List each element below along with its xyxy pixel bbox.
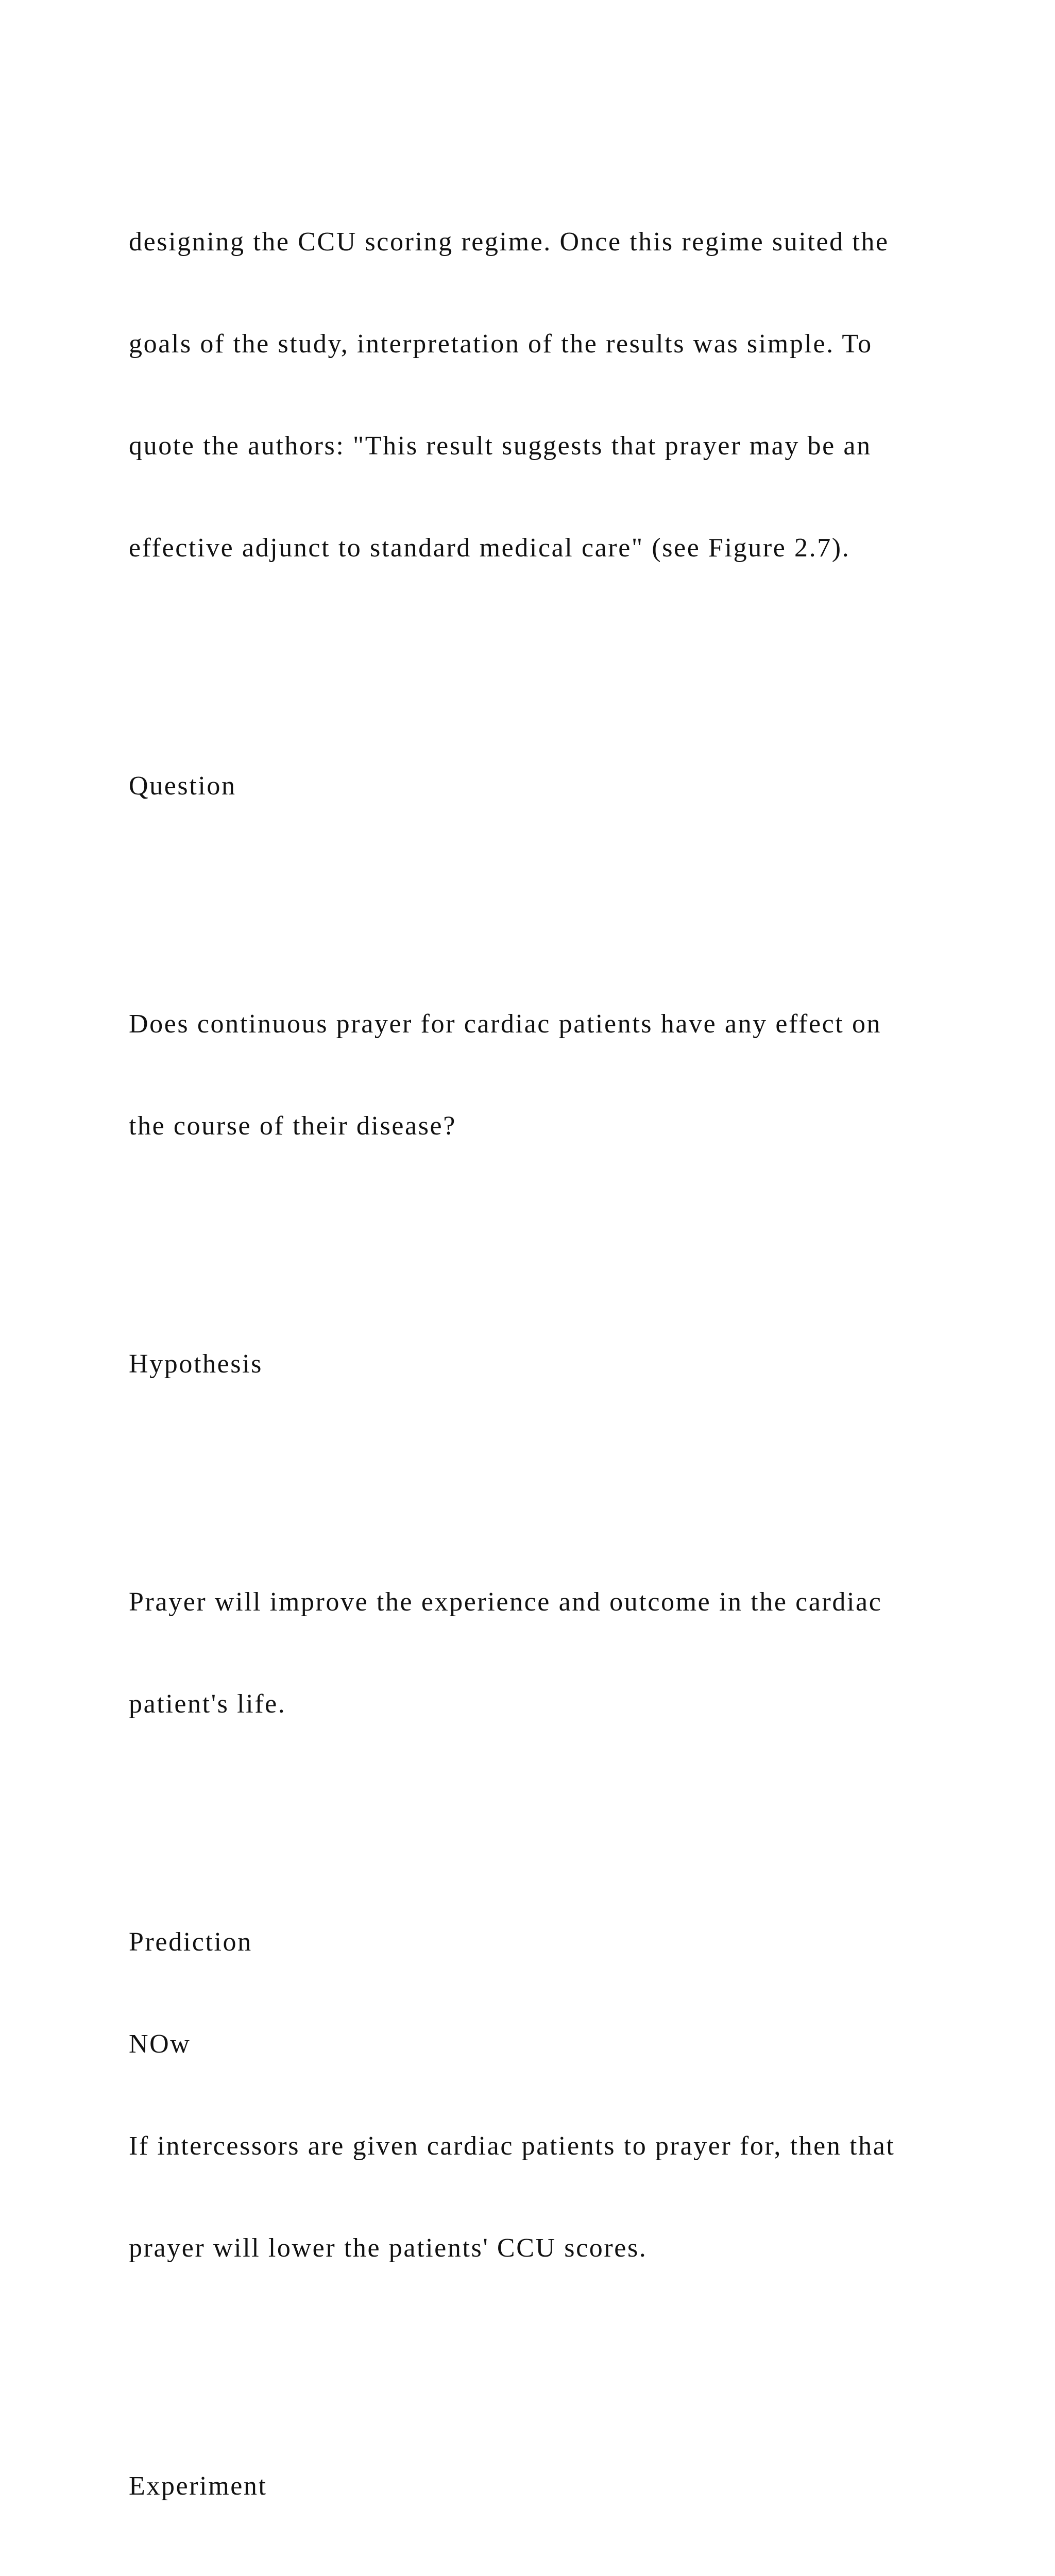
prediction-note: NOw <box>129 2029 191 2059</box>
document-body <box>129 123 1005 2576</box>
prediction-heading: Prediction <box>129 1927 252 1957</box>
paragraph-gap <box>129 1449 1005 1483</box>
question-line-1: Does continuous prayer for cardiac patients have any effect on <box>129 1009 882 1039</box>
intro-line-3: quote the authors: "This result suggests that prayer may be an <box>129 431 872 461</box>
paragraph-gap <box>129 2333 1005 2367</box>
hypothesis-line-2: patient's life. <box>129 1689 286 1719</box>
paragraph-gap <box>129 1211 1005 1245</box>
hypothesis-line-1: Prayer will improve the experience and outcome in the cardiac <box>129 1587 882 1617</box>
paragraph-gap <box>129 2571 1005 2576</box>
intro-line-4: effective adjunct to standard medical care" (see Figure 2.7). <box>129 533 850 563</box>
intro-line-2: goals of the study, interpretation of the results was simple. To <box>129 329 873 359</box>
experiment-heading: Experiment <box>129 2471 267 2501</box>
paragraph-gap <box>129 633 1005 667</box>
paragraph-gap <box>129 1789 1005 1823</box>
paragraph-gap <box>129 871 1005 905</box>
prediction-line-1: If intercessors are given cardiac patients to prayer for, then that <box>129 2131 895 2161</box>
hypothesis-heading: Hypothesis <box>129 1349 263 1379</box>
intro-line-1: designing the CCU scoring regime. Once this regime suited the <box>129 227 889 257</box>
question-line-2: the course of their disease? <box>129 1111 456 1141</box>
question-heading: Question <box>129 771 236 801</box>
prediction-line-2: prayer will lower the patients' CCU scores. <box>129 2233 648 2263</box>
